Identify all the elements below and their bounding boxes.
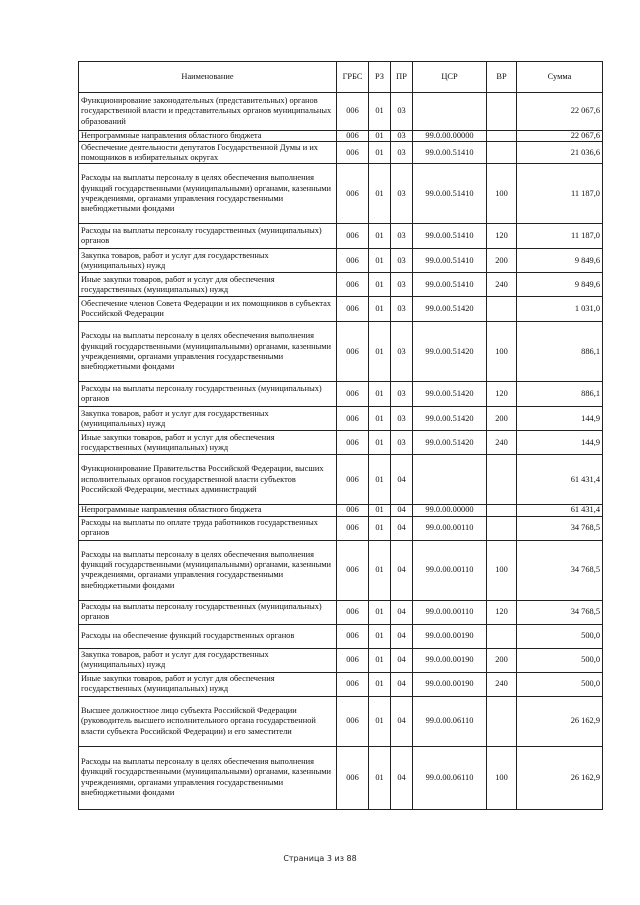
row-sum-cell: 21 036,6	[517, 142, 603, 164]
row-csr-cell: 99.0.00.00190	[413, 648, 487, 672]
row-sum-cell: 34 768,5	[517, 516, 603, 540]
row-sum-cell: 26 162,9	[517, 746, 603, 809]
row-csr-cell: 99.0.00.00000	[413, 505, 487, 516]
row-grbs-cell: 006	[337, 516, 369, 540]
table-row	[79, 407, 603, 431]
row-sum-cell: 61 431,4	[517, 505, 603, 516]
table-row	[79, 540, 603, 600]
row-rz-cell: 01	[369, 249, 391, 273]
row-vr-cell	[487, 505, 517, 516]
row-vr-cell	[487, 696, 517, 746]
row-grbs-cell: 006	[337, 142, 369, 164]
row-sum-cell: 144,9	[517, 431, 603, 455]
table-row	[79, 142, 603, 164]
row-sum-cell: 22 067,6	[517, 93, 603, 131]
row-grbs-cell: 006	[337, 249, 369, 273]
row-name-cell: Расходы на выплаты по оплате труда работников государственных органов	[79, 516, 337, 540]
row-pr-cell: 04	[391, 600, 413, 624]
table-row	[79, 746, 603, 809]
row-sum-cell: 500,0	[517, 624, 603, 648]
row-grbs-cell: 006	[337, 696, 369, 746]
row-pr-cell: 04	[391, 455, 413, 505]
budget-table	[78, 61, 603, 810]
row-grbs-cell: 006	[337, 746, 369, 809]
row-pr-cell: 03	[391, 407, 413, 431]
row-vr-cell: 200	[487, 407, 517, 431]
row-vr-cell	[487, 455, 517, 505]
row-name-cell: Расходы на выплаты персоналу в целях обеспечения выполнения функций государственными (муниципальными) органами, казенными учреждениями, органами управления государственными внебюджетными фондами	[79, 746, 337, 809]
row-vr-cell	[487, 93, 517, 131]
row-sum-cell: 11 187,0	[517, 224, 603, 249]
row-csr-cell: 99.0.00.51410	[413, 224, 487, 249]
row-grbs-cell: 006	[337, 624, 369, 648]
row-vr-cell: 200	[487, 648, 517, 672]
row-rz-cell: 01	[369, 297, 391, 322]
row-grbs-cell: 006	[337, 322, 369, 382]
row-pr-cell: 04	[391, 746, 413, 809]
row-grbs-cell: 006	[337, 540, 369, 600]
table-row	[79, 505, 603, 516]
row-csr-cell: 99.0.00.51410	[413, 142, 487, 164]
row-vr-cell: 100	[487, 746, 517, 809]
table-row	[79, 431, 603, 455]
row-rz-cell: 01	[369, 746, 391, 809]
row-name-cell: Иные закупки товаров, работ и услуг для обеспечения государственных (муниципальных) нужд	[79, 431, 337, 455]
row-csr-cell: 99.0.00.51420	[413, 382, 487, 407]
row-name-cell: Расходы на выплаты персоналу в целях обеспечения выполнения функций государственными (муниципальными) органами, казенными учреждениями, органами управления государственными внебюджетными фондами	[79, 322, 337, 382]
table-row	[79, 297, 603, 322]
row-pr-cell: 04	[391, 672, 413, 696]
row-name-cell: Иные закупки товаров, работ и услуг для обеспечения государственных (муниципальных) нужд	[79, 273, 337, 297]
row-grbs-cell: 006	[337, 505, 369, 516]
row-csr-cell: 99.0.00.51410	[413, 249, 487, 273]
row-sum-cell: 34 768,5	[517, 600, 603, 624]
row-csr-cell: 99.0.00.00190	[413, 672, 487, 696]
row-pr-cell: 04	[391, 505, 413, 516]
row-sum-cell: 11 187,0	[517, 164, 603, 224]
row-name-cell: Расходы на выплаты персоналу государственных (муниципальных) органов	[79, 600, 337, 624]
row-vr-cell	[487, 516, 517, 540]
row-name-cell: Высшее должностное лицо субъекта Российской Федерации (руководитель высшего исполнительного органа государственной власти субъекта Российской Федерации) и его заместители	[79, 696, 337, 746]
row-sum-cell: 1 031,0	[517, 297, 603, 322]
row-name-cell: Непрограммные направления областного бюджета	[79, 505, 337, 516]
row-rz-cell: 01	[369, 273, 391, 297]
row-pr-cell: 03	[391, 93, 413, 131]
row-rz-cell: 01	[369, 672, 391, 696]
row-grbs-cell: 006	[337, 224, 369, 249]
table-row	[79, 224, 603, 249]
row-rz-cell: 01	[369, 142, 391, 164]
row-name-cell: Функционирование Правительства Российской Федерации, высших исполнительных органов государственной власти субъектов Российской Федерации, местных администраций	[79, 455, 337, 505]
row-vr-cell: 240	[487, 273, 517, 297]
row-grbs-cell: 006	[337, 164, 369, 224]
row-name-cell: Расходы на выплаты персоналу государственных (муниципальных) органов	[79, 382, 337, 407]
row-csr-cell: 99.0.00.51420	[413, 407, 487, 431]
row-vr-cell	[487, 131, 517, 142]
row-grbs-cell: 006	[337, 273, 369, 297]
table-row	[79, 322, 603, 382]
row-grbs-cell: 006	[337, 648, 369, 672]
row-csr-cell: 99.0.00.51420	[413, 322, 487, 382]
row-vr-cell: 200	[487, 249, 517, 273]
row-name-cell: Иные закупки товаров, работ и услуг для обеспечения государственных (муниципальных) нужд	[79, 672, 337, 696]
table-row	[79, 600, 603, 624]
row-csr-cell: 99.0.00.00000	[413, 131, 487, 142]
row-sum-cell: 886,1	[517, 382, 603, 407]
table-row	[79, 382, 603, 407]
row-pr-cell: 04	[391, 696, 413, 746]
row-sum-cell: 500,0	[517, 648, 603, 672]
row-grbs-cell: 006	[337, 431, 369, 455]
row-sum-cell: 144,9	[517, 407, 603, 431]
row-grbs-cell: 006	[337, 131, 369, 142]
row-vr-cell	[487, 297, 517, 322]
table-row	[79, 164, 603, 224]
row-name-cell: Расходы на выплаты персоналу в целях обеспечения выполнения функций государственными (муниципальными) органами, казенными учреждениями, органами управления государственными внебюджетными фондами	[79, 540, 337, 600]
row-name-cell: Функционирование законодательных (представительных) органов государственной власти и представительных органов муниципальных образований	[79, 93, 337, 131]
row-name-cell: Непрограммные направления областного бюджета	[79, 131, 337, 142]
row-sum-cell: 61 431,4	[517, 455, 603, 505]
row-pr-cell: 03	[391, 164, 413, 224]
row-name-cell: Закупка товаров, работ и услуг для государственных (муниципальных) нужд	[79, 407, 337, 431]
row-pr-cell: 04	[391, 624, 413, 648]
row-csr-cell	[413, 93, 487, 131]
row-pr-cell: 03	[391, 142, 413, 164]
row-sum-cell: 500,0	[517, 672, 603, 696]
row-vr-cell: 240	[487, 431, 517, 455]
row-grbs-cell: 006	[337, 297, 369, 322]
row-sum-cell: 9 849,6	[517, 249, 603, 273]
row-csr-cell	[413, 455, 487, 505]
header-rz: РЗ	[369, 62, 391, 93]
row-vr-cell: 100	[487, 164, 517, 224]
row-name-cell: Обеспечение деятельности депутатов Государственной Думы и их помощников в избирательных округах	[79, 142, 337, 164]
row-vr-cell: 120	[487, 224, 517, 249]
row-name-cell: Расходы на обеспечение функций государственных органов	[79, 624, 337, 648]
header-name: Наименование	[79, 62, 337, 93]
row-sum-cell: 9 849,6	[517, 273, 603, 297]
row-rz-cell: 01	[369, 540, 391, 600]
row-rz-cell: 01	[369, 516, 391, 540]
table-row	[79, 648, 603, 672]
row-rz-cell: 01	[369, 648, 391, 672]
row-grbs-cell: 006	[337, 672, 369, 696]
row-rz-cell: 01	[369, 131, 391, 142]
row-rz-cell: 01	[369, 431, 391, 455]
row-rz-cell: 01	[369, 322, 391, 382]
row-pr-cell: 04	[391, 516, 413, 540]
row-rz-cell: 01	[369, 407, 391, 431]
row-rz-cell: 01	[369, 382, 391, 407]
page-footer: Страница 3 из 88	[283, 854, 357, 863]
row-csr-cell: 99.0.00.06110	[413, 696, 487, 746]
table-row	[79, 249, 603, 273]
row-rz-cell: 01	[369, 224, 391, 249]
row-pr-cell: 04	[391, 648, 413, 672]
row-grbs-cell: 006	[337, 382, 369, 407]
header-sum: Сумма	[517, 62, 603, 93]
row-rz-cell: 01	[369, 696, 391, 746]
row-csr-cell: 99.0.00.51420	[413, 297, 487, 322]
row-name-cell: Закупка товаров, работ и услуг для государственных (муниципальных) нужд	[79, 648, 337, 672]
header-grbs: ГРБС	[337, 62, 369, 93]
row-grbs-cell: 006	[337, 455, 369, 505]
table-body	[79, 93, 603, 810]
row-csr-cell: 99.0.00.00110	[413, 540, 487, 600]
row-sum-cell: 26 162,9	[517, 696, 603, 746]
row-pr-cell: 03	[391, 273, 413, 297]
row-grbs-cell: 006	[337, 600, 369, 624]
row-pr-cell: 03	[391, 322, 413, 382]
row-csr-cell: 99.0.00.51410	[413, 164, 487, 224]
table-row	[79, 131, 603, 142]
row-vr-cell: 240	[487, 672, 517, 696]
row-vr-cell: 100	[487, 540, 517, 600]
row-csr-cell: 99.0.00.00190	[413, 624, 487, 648]
header-csr: ЦСР	[413, 62, 487, 93]
header-vr: ВР	[487, 62, 517, 93]
table-row	[79, 273, 603, 297]
row-csr-cell: 99.0.00.00110	[413, 516, 487, 540]
row-pr-cell: 03	[391, 249, 413, 273]
table-row	[79, 516, 603, 540]
row-sum-cell: 886,1	[517, 322, 603, 382]
row-sum-cell: 34 768,5	[517, 540, 603, 600]
row-name-cell: Расходы на выплаты персоналу в целях обеспечения выполнения функций государственными (муниципальными) органами, казенными учреждениями, органами управления государственными внебюджетными фондами	[79, 164, 337, 224]
table-header-row	[79, 62, 603, 93]
header-pr: ПР	[391, 62, 413, 93]
row-rz-cell: 01	[369, 164, 391, 224]
table-row	[79, 672, 603, 696]
table-row	[79, 455, 603, 505]
row-csr-cell: 99.0.00.06110	[413, 746, 487, 809]
row-name-cell: Закупка товаров, работ и услуг для государственных (муниципальных) нужд	[79, 249, 337, 273]
row-sum-cell: 22 067,6	[517, 131, 603, 142]
row-vr-cell	[487, 624, 517, 648]
row-vr-cell: 100	[487, 322, 517, 382]
row-rz-cell: 01	[369, 624, 391, 648]
row-rz-cell: 01	[369, 505, 391, 516]
row-pr-cell: 04	[391, 540, 413, 600]
table-row	[79, 696, 603, 746]
row-pr-cell: 03	[391, 224, 413, 249]
row-csr-cell: 99.0.00.51410	[413, 273, 487, 297]
row-csr-cell: 99.0.00.51420	[413, 431, 487, 455]
row-name-cell: Расходы на выплаты персоналу государственных (муниципальных) органов	[79, 224, 337, 249]
row-vr-cell: 120	[487, 382, 517, 407]
table-row	[79, 624, 603, 648]
row-vr-cell	[487, 142, 517, 164]
table-row	[79, 93, 603, 131]
row-pr-cell: 03	[391, 431, 413, 455]
row-pr-cell: 03	[391, 297, 413, 322]
row-rz-cell: 01	[369, 600, 391, 624]
row-grbs-cell: 006	[337, 407, 369, 431]
row-pr-cell: 03	[391, 382, 413, 407]
row-grbs-cell: 006	[337, 93, 369, 131]
row-rz-cell: 01	[369, 455, 391, 505]
row-pr-cell: 03	[391, 131, 413, 142]
row-csr-cell: 99.0.00.00110	[413, 600, 487, 624]
row-vr-cell: 120	[487, 600, 517, 624]
row-name-cell: Обеспечение членов Совета Федерации и их помощников в субъектах Российской Федерации	[79, 297, 337, 322]
row-rz-cell: 01	[369, 93, 391, 131]
